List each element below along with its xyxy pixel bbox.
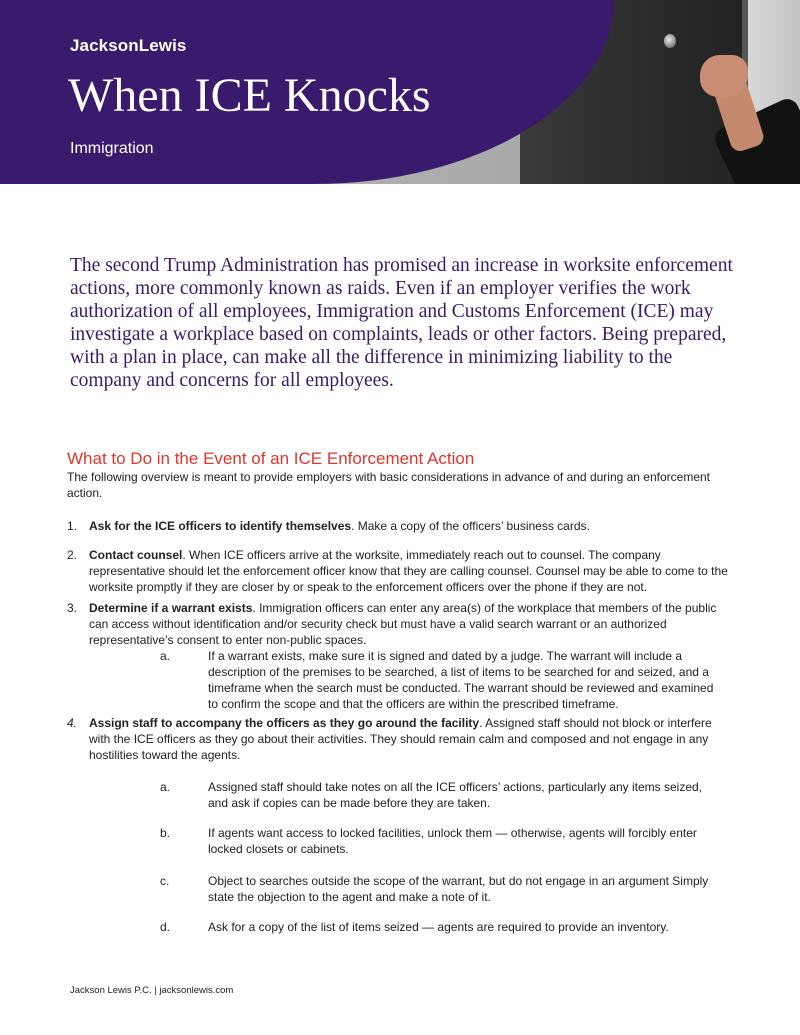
subitem-text: Assigned staff should take notes on all the ICE officers’ actions, particularly any items seized, and ask if copies can be made before they are taken. xyxy=(208,780,703,810)
list-item-3 xyxy=(67,600,729,648)
item-number: 2. xyxy=(67,548,78,562)
item-body: . When ICE officers arrive at the worksite, immediately reach out to counsel. The company representative should let the enforcement officer know that they are calling counsel. Counsel may be able to come to the worksite promptly if they are closer by or speak to the enforcement officers over the phone if they are not. xyxy=(89,548,728,594)
list-item-4 xyxy=(67,715,729,763)
item-heading: Assign staff to accompany the officers as they go around the facility xyxy=(89,716,480,730)
item-heading: Ask for the ICE officers to identify themselves xyxy=(89,519,352,533)
subitem-letter: a. xyxy=(160,649,171,663)
item-number: 3. xyxy=(67,601,78,615)
subitem-letter: a. xyxy=(160,780,171,794)
list-subitem-4a xyxy=(160,779,720,811)
practice-area-label: Immigration xyxy=(70,140,154,157)
subitem-text: If a warrant exists, make sure it is signed and dated by a judge. The warrant will include a description of the premises to be searched, a list of items to be searched for and seized, and a timeframe when the search must be conducted. The warrant should be reviewed and examined to confirm the scope and that the officers are within the prescribed timeframe. xyxy=(208,649,714,711)
peephole-icon xyxy=(664,34,676,48)
header-banner xyxy=(0,0,800,184)
knocking-fist xyxy=(700,55,748,97)
subitem-letter: d. xyxy=(160,920,171,934)
section-lead: The following overview is meant to provide employers with basic considerations in advance of and during an enforcement action. xyxy=(67,470,711,500)
list-item-2 xyxy=(67,547,729,595)
footer-text: Jackson Lewis P.C. | jacksonlewis.com xyxy=(70,985,234,996)
item-number: 1. xyxy=(67,519,78,533)
subitem-letter: c. xyxy=(160,874,170,888)
item-body: . Make a copy of the officers’ business cards. xyxy=(351,519,590,533)
item-body: . Assigned staff should not block or interfere with the ICE officers as they go about their activities. They should remain calm and composed and not engage in any hostilities toward the agents. xyxy=(89,716,712,762)
item-number: 4. xyxy=(67,716,78,730)
list-subitem-4b xyxy=(160,825,720,857)
subitem-letter: b. xyxy=(160,826,171,840)
section-heading: What to Do in the Event of an ICE Enforcement Action xyxy=(67,449,475,468)
item-heading: Determine if a warrant exists xyxy=(89,601,253,615)
subitem-text: Object to searches outside the scope of the warrant, but do not engage in an argument Simply state the objection to the agent and make a note of it. xyxy=(208,874,709,904)
list-subitem-4d xyxy=(160,919,720,935)
item-heading: Contact counsel xyxy=(89,548,183,562)
subitem-text: Ask for a copy of the list of items seized — agents are required to provide an inventory. xyxy=(208,920,669,934)
list-subitem-3a xyxy=(160,648,720,712)
list-item-1 xyxy=(67,518,729,534)
subitem-text: If agents want access to locked facilities, unlock them — otherwise, agents will forcibly enter locked closets or cabinets. xyxy=(208,826,697,856)
item-body: . Immigration officers can enter any area(s) of the workplace that members of the public can access without identification and/or security check but must have a valid search warrant or an authorized representative’s consent to enter non-public spaces. xyxy=(89,601,717,647)
list-subitem-4c xyxy=(160,873,720,905)
jackson-lewis-logo[interactable]: JacksonLewis xyxy=(70,36,187,55)
intro-paragraph: The second Trump Administration has promised an increase in worksite enforcement actions, more commonly known as raids. Even if an employer verifies the work authorization of all employees, Immigration and Customs Enforcement (ICE) may investigate a workplace based on complaints, leads or other factors. Being prepared, with a plan in place, can make all the difference in minimizing liability to the company and concerns for all employees. xyxy=(70,255,733,391)
page-title: When ICE Knocks xyxy=(68,69,431,122)
